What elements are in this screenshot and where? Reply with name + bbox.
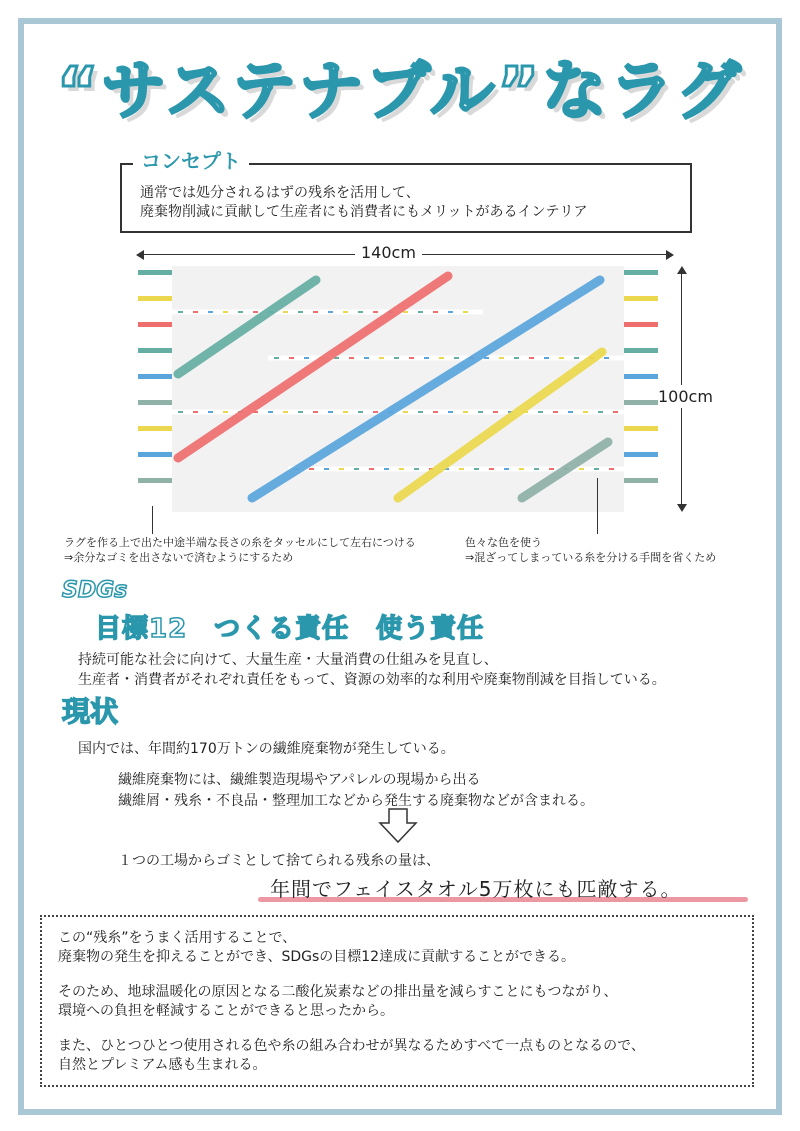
note-colors	[465, 535, 716, 565]
left-tassels	[138, 270, 172, 483]
tassel	[138, 270, 172, 275]
tassel	[138, 452, 172, 457]
tassel	[138, 400, 172, 405]
tassel	[624, 348, 658, 353]
note-left-pointer	[152, 506, 153, 534]
summary-line-1: この“残糸”をうまく活用することで、	[58, 930, 297, 946]
width-label: 140cm	[355, 243, 422, 262]
down-arrow-icon	[378, 808, 418, 844]
status-paragraph-3: １つの工場からゴミとして捨てられる残糸の量は、	[118, 853, 440, 869]
sdgs-line-1: 持続可能な社会に向けて、大量生産・大量消費の仕組みを見直し、	[78, 652, 498, 668]
tassel	[138, 348, 172, 353]
summary-line-6: 自然とプレミアム感も生まれる。	[58, 1057, 267, 1073]
highlight-statement: 年間でフェイスタオル5万枚にも匹敵する。	[270, 877, 682, 901]
tassel	[624, 452, 658, 457]
status-paragraph-2	[118, 770, 594, 812]
tassel	[624, 270, 658, 275]
tassel	[624, 478, 658, 483]
summary-box	[40, 915, 754, 1087]
tassel	[138, 478, 172, 483]
note-tassel-line-1: ラグを作る上で出た中途半端な長さの糸をタッセルにして左右につける	[64, 536, 416, 549]
summary-line-4: 環境への負担を軽減することができると思ったから。	[58, 1003, 394, 1019]
tassel	[138, 374, 172, 379]
tassel	[624, 296, 658, 301]
concept-text	[140, 184, 587, 222]
note-tassel	[64, 535, 416, 565]
page-title: “サステナブル”なラグ	[56, 55, 744, 129]
current-status-heading: 現状	[62, 695, 119, 728]
concept-line-1: 通常では処分されるはずの残糸を活用して、	[140, 185, 420, 201]
sdgs-goal-heading: 目標12 つくる責任 使う責任	[95, 614, 485, 644]
tassel	[138, 322, 172, 327]
note-right-pointer	[597, 478, 598, 534]
sdgs-description	[78, 650, 666, 690]
tassel	[624, 400, 658, 405]
tassel	[624, 322, 658, 327]
height-label: 100cm	[658, 387, 713, 406]
status-paragraph-2-line-2: 繊維屑・残糸・不良品・整理加工などから発生する廃棄物などが含まれる。	[118, 793, 594, 809]
tassel	[138, 426, 172, 431]
tassel	[624, 374, 658, 379]
tassel	[138, 296, 172, 301]
note-colors-line-2: ⇒混ざってしまっている糸を分ける手間を省くため	[465, 551, 717, 564]
note-colors-line-1: 色々な色を使う	[465, 536, 542, 549]
concept-line-2: 廃棄物削減に貢献して生産者にも消費者にもメリットがあるインテリア	[140, 204, 588, 220]
summary-line-5: また、ひとつひとつ使用される色や糸の組み合わせが異なるためすべて一点ものとなるので、	[58, 1038, 645, 1054]
note-tassel-line-2: ⇒余分なゴミを出さないで済むようにするため	[64, 551, 294, 564]
summary-line-2: 廃棄物の発生を抑えることができ、SDGsの目標12達成に貢献することができる。	[58, 949, 576, 965]
sdgs-line-2: 生産者・消費者がそれぞれ責任をもって、資源の効率的な利用や廃棄物削減を目指している。	[78, 672, 666, 688]
summary-line-3: そのため、地球温暖化の原因となる二酸化炭素などの排出量を減らすことにもつながり、	[58, 984, 618, 1000]
tassel	[624, 426, 658, 431]
sdgs-tag: SDGs	[62, 578, 128, 603]
rug-illustration	[138, 262, 672, 520]
status-paragraph-2-line-1: 繊維廃棄物には、繊維製造現場やアパレルの現場から出る	[118, 772, 481, 788]
right-tassels	[624, 270, 658, 483]
concept-label: コンセプト	[133, 145, 249, 174]
status-paragraph-1: 国内では、年間約170万トンの繊維廃棄物が発生している。	[78, 741, 455, 757]
